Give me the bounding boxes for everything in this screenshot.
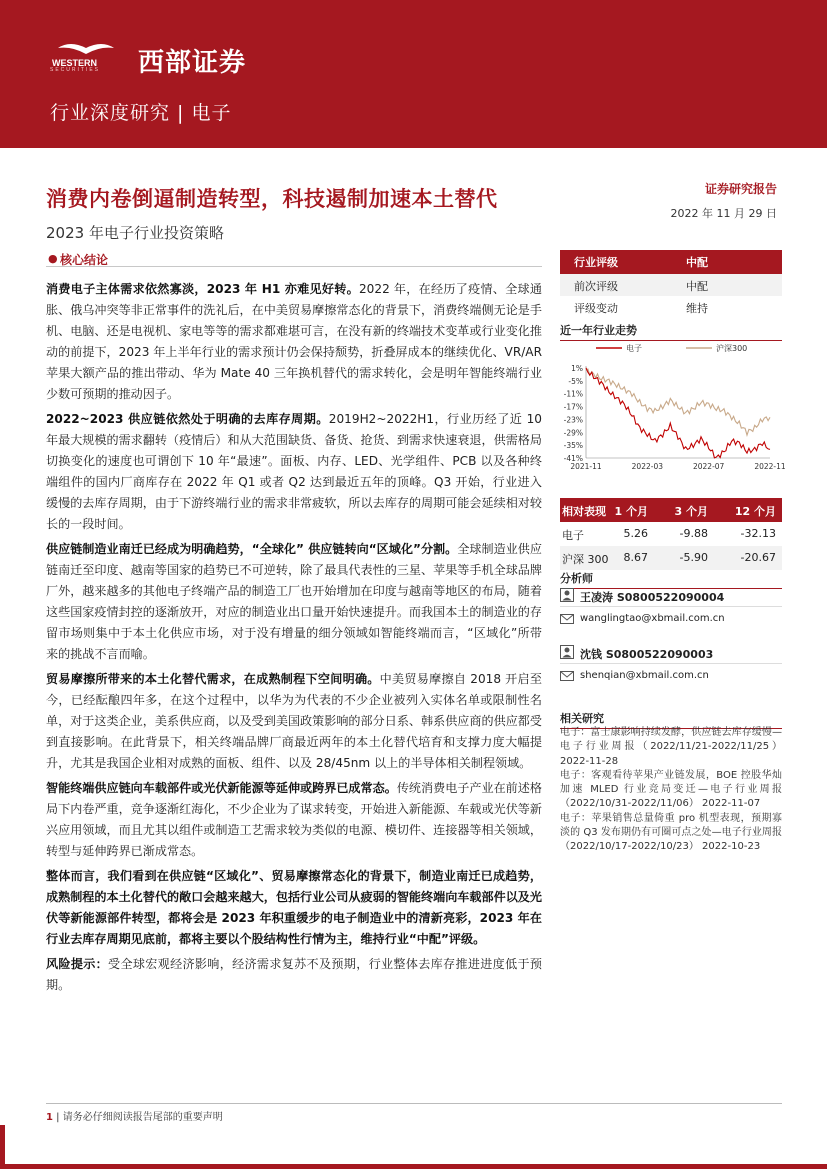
paragraph-lead: 供应链制造业南迁已经成为明确趋势，“全球化” 供应链转向“区域化”分割。 [46,542,458,556]
performance-row [560,522,782,546]
performance-header-row [560,498,782,522]
analyst-section-title: 分析师 [560,570,782,589]
chart-series [586,368,770,458]
legend-label: 电子 [626,344,642,353]
divider [560,663,782,664]
performance-cell: 5.26 [623,527,648,540]
x-tick-label: 2022-11 [754,462,786,471]
y-tick-label: -23% [563,415,583,425]
rating-value: 维持 [686,302,708,315]
rating-label: 评级变动 [574,302,618,315]
report-category: 行业深度研究 | 电子 [50,102,232,124]
performance-header-cell: 1 个月 [614,505,648,518]
y-tick-label: 1% [571,364,583,373]
chart-legend [596,343,747,353]
paragraph-lead: 风险提示： [46,957,109,971]
paragraph-body: 受全球宏观经济影响，经济需求复苏不及预期，行业整体去库存推进进度低于预期。 [46,957,542,992]
series-line-csi300 [586,369,770,435]
performance-cell: -9.88 [679,527,708,540]
paragraph [46,539,542,665]
x-tick-label: 2021-11 [570,462,602,471]
rating-row [560,274,782,296]
performance-cell: -5.90 [679,551,708,564]
y-tick-label: -35% [563,441,583,451]
paragraph-body: 传统消费电子产业在前述格局下内卷严重，竞争逐渐红海化，不少企业为了谋求转变，开始进入新能源、车载或光伏等新兴应用领域，而且尤其以组件或制造工艺需求较为类似的电源、模切件、连接器等相关领域，转型与延伸跨界已渐成常态。 [46,781,542,858]
paragraph-body: 全球制造业供应链南迁至印度、越南等国家的趋势已不可逆转，除了最具代表性的三星、苹果等手机全球品牌厂外，越来越多的其他电子终端产品的制造工厂也开始增加在印度与越南等地区的布局，随着这些国家疫情封控的逐渐放开，对应的制造业出口量开始快速提升。而我国本土的制造业的存留市场则集中于本土化供应市场，对于没有增量的细分领域如智能终端而言，“区域化”所带来的挑战不言而喻。 [46,542,542,661]
trend-chart [560,340,786,472]
risk-paragraph [46,954,542,996]
analyst-entry [560,645,782,687]
related-research-item[interactable]: 电子：富士康影响持续发酵，供应链去库存缓慢—电子行业周报（2022/11/21-2022/11/25） 2022-11-28 [560,727,782,767]
legend-label: 沪深300 [716,344,748,353]
section-header [46,249,542,267]
y-tick-label: -17% [563,402,583,412]
rating-header-label: 行业评级 [574,256,618,269]
paragraph [46,279,542,405]
y-tick-label: -29% [563,428,583,438]
performance-cell: 电子 [562,529,584,542]
logo-text: WESTERN [52,58,97,68]
analyst-entry [560,588,782,630]
x-tick-label: 2022-03 [631,462,664,471]
performance-table [560,498,782,570]
rating-header-row [560,250,782,274]
paragraph [46,409,542,535]
performance-cell: -20.67 [740,551,776,564]
section-label: 核心结论 [60,253,109,267]
paragraph [46,669,542,774]
paragraph-body: 中美贸易摩擦自 2018 开启至今，已经酝酿四年多，在这个过程中，以华为为代表的不少企业被列入实体名单或限制性名单，对于这类企业，美系供应商，以及受到美国政策影响的部分日系、韩系供应商的供应都受到直接影响。在此背景下，相关终端品牌厂商最近两年的本土化替代培育和支撑力度大幅提升，尤其是我国企业相对成熟的面板、组件、以及 28/45nm 以上的半导体相关制程领域。 [46,672,542,770]
logo-subtext: SECURITIES [50,67,101,73]
analyst-name: 沈钱 S0800522090003 [580,648,714,661]
performance-header-cell: 3 个月 [674,505,708,518]
paragraph-lead: 整体而言，我们看到在供应链“区域化”、贸易摩擦常态化的背景下，制造业南迁已成趋势，成熟制程的本土化替代的敞口会越来越大，包括行业公司从疲弱的智能终端向车载部件以及光伏等新能源部件转型，都将会是 2023 年积重缓步的电子制造业中的清新亮彩，2023 年在行业去库存周期见底前，都将主要以个股结构性行情为主，维持行业“中配”评级。 [46,869,542,946]
page-title: 消费内卷倒逼制造转型，科技遏制加速本土替代 [46,187,498,211]
performance-cell: -32.13 [740,527,776,540]
paragraph-body: 2019H2~2022H1，行业历经了近 10 年最大规模的需求翻转（疫情后）和从大范围缺货、备货、抢货、到需求快速衰退，供需格局切换变化的速度也可谓创下 10 年“最速”。面板、内存、LED、光学组件、PCB 以及各种终端组件的国内厂商库存在 2022 年 Q1 或者 Q2 达到最近五年的顶峰。Q3 开始，行业进入缓慢的去库存周期，由于下游终端行业的需求非常疲软，所以去库存的周期可能会延续相对较长的一段时间。 [46,412,542,531]
chart-axes [564,364,786,471]
mail-icon [560,669,574,683]
performance-cell: 8.67 [623,551,648,564]
analyst-email[interactable]: wanglingtao@xbmail.com.cn [580,613,725,624]
related-research-title: 相关研究 [560,710,782,729]
footer [46,1108,223,1123]
rating-label: 前次评级 [574,280,618,293]
mail-icon [560,612,574,626]
chart-title: 近一年行业走势 [560,322,782,341]
paragraph-lead: 智能终端供应链向车载部件或光伏新能源等延伸或跨界已成常态。 [46,781,397,795]
page-subtitle: 2023 年电子行业投资策略 [46,224,224,242]
divider [560,606,782,607]
report-date: 2022 年 11 月 29 日 [670,207,777,220]
paragraph-lead: 消费电子主体需求依然寡淡，2023 年 H1 亦难见好转。 [46,282,359,296]
page-number: 1 [46,1112,53,1123]
footer-divider [46,1103,782,1104]
paragraph-body: 2022 年，在经历了疫情、全球通胀、俄乌冲突等非正常事件的洗礼后，在中美贸易摩擦常态化的背景下，消费终端侧无论是手机、电脑、还是电视机、家电等等的需求都难堪可言，在没有新的终端技术变革或行业变化推动的前提下，2023 年上半年行业的需求预计仍会保持颓势，折叠屏成本的继续优化、VR/AR 苹果大额产品的推出带动、华为 Mate 40 三年换机替代的需求转化，会是明年智能终端行业少数可预期的推动因子。 [46,282,543,401]
related-research-list [560,726,782,855]
bottom-decoration [0,1164,827,1169]
footer-disclaimer: | 请务必仔细阅读报告尾部的重要声明 [52,1112,223,1123]
header-banner [0,0,827,148]
person-icon [560,588,574,602]
main-content [46,279,542,1000]
paragraph [46,866,542,950]
y-tick-label: -11% [563,389,583,399]
analyst-name: 王凌涛 S0800522090004 [580,591,725,604]
analyst-email[interactable]: shenqian@xbmail.com.cn [580,670,709,681]
person-icon [560,645,574,659]
y-tick-label: -41% [563,454,583,463]
brand-name: 西部证券 [138,48,247,78]
paragraph-lead: 贸易摩擦所带来的本土化替代需求，在成熟制程下空间明确。 [46,672,380,686]
corner-decoration [0,1125,5,1169]
paragraph [46,778,542,862]
rating-table [560,250,782,318]
bullet-icon: ● [48,252,58,265]
paragraph-lead: 2022~2023 供应链依然处于明确的去库存周期。 [46,412,329,426]
report-type: 证券研究报告 [704,182,777,196]
rating-row [560,296,782,318]
performance-header-cell: 12 个月 [734,505,776,518]
performance-cell: 沪深 300 [562,553,609,566]
related-research-item[interactable]: 电子：苹果销售总量倚重 pro 机型表现，预期寡淡的 Q3 发布期仍有可圈可点之处—电子行业周报（2022/10/17-2022/10/23） 2022-10-23 [560,812,782,853]
rating-header-value: 中配 [686,256,708,269]
rating-value: 中配 [686,280,708,293]
performance-row [560,546,782,570]
performance-header-cell: 相对表现 [562,505,606,518]
related-research-item[interactable]: 电子：客观看待苹果产业链发展，BOE 控股华灿加速 MLED 行业竞局变迁—电子行业周报（2022/10/31-2022/11/06） 2022-11-07 [560,769,782,810]
x-tick-label: 2022-07 [692,462,725,471]
y-tick-label: -5% [568,376,583,386]
